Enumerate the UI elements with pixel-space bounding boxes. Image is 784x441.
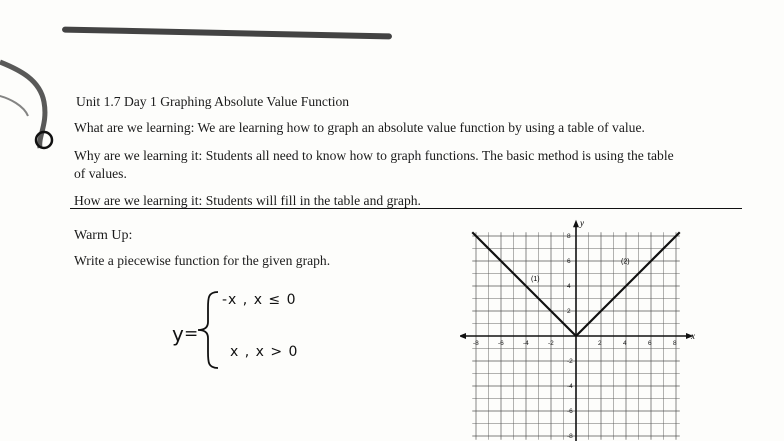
scan-margin-swirl (0, 40, 70, 160)
why-learning-line-1: Why are we learning it: Students all need to know how to graph functions. The basic method is using the table (74, 148, 674, 163)
x-tick-label: 8 (673, 340, 677, 347)
warmup-prompt: Write a piecewise function for the given graph. (74, 253, 331, 268)
x-tick-label: 6 (648, 340, 652, 347)
y-tick-label: -8 (567, 433, 573, 440)
why-learning-line-2: of values. (74, 166, 127, 181)
line-piece-2 (576, 232, 680, 336)
y-tick-label: 8 (567, 233, 571, 240)
y-tick-label: 6 (567, 258, 571, 265)
how-learning: How are we learning it: Students will fill in the table and graph. (74, 193, 421, 208)
x-tick-label: -6 (498, 340, 504, 347)
y-tick-label: -6 (567, 408, 573, 415)
line-piece-1 (472, 232, 576, 336)
y-tick-label: -2 (567, 358, 573, 365)
handwritten-case-2: x , x > 0 (230, 344, 299, 360)
handwritten-equals: = (184, 324, 199, 344)
lesson-title: Unit 1.7 Day 1 Graphing Absolute Value Function (76, 94, 350, 109)
coordinate-graph (460, 218, 700, 441)
y-tick-label: -4 (567, 383, 573, 390)
x-tick-label: -2 (548, 340, 554, 347)
x-axis-label: x (691, 331, 695, 341)
learning-objective: What are we learning: We are learning how to graph an absolute value function by using a table of value. (74, 120, 645, 135)
piece-label-2: (2) (621, 258, 630, 266)
x-tick-label: 2 (598, 340, 602, 347)
scan-top-stroke (62, 27, 392, 40)
x-tick-label: -4 (523, 340, 529, 347)
y-tick-label: 4 (567, 283, 571, 290)
warmup-heading: Warm Up: (74, 228, 133, 243)
x-tick-label: -8 (473, 340, 479, 347)
section-divider (70, 208, 742, 209)
piece-label-1: (1) (531, 276, 540, 283)
x-tick-label: 4 (623, 340, 627, 347)
y-tick-label: 2 (567, 308, 571, 315)
y-axis-label: y (580, 218, 584, 228)
handwritten-y: y (172, 322, 184, 346)
handwritten-case-1: -x , x ≤ 0 (222, 292, 297, 308)
